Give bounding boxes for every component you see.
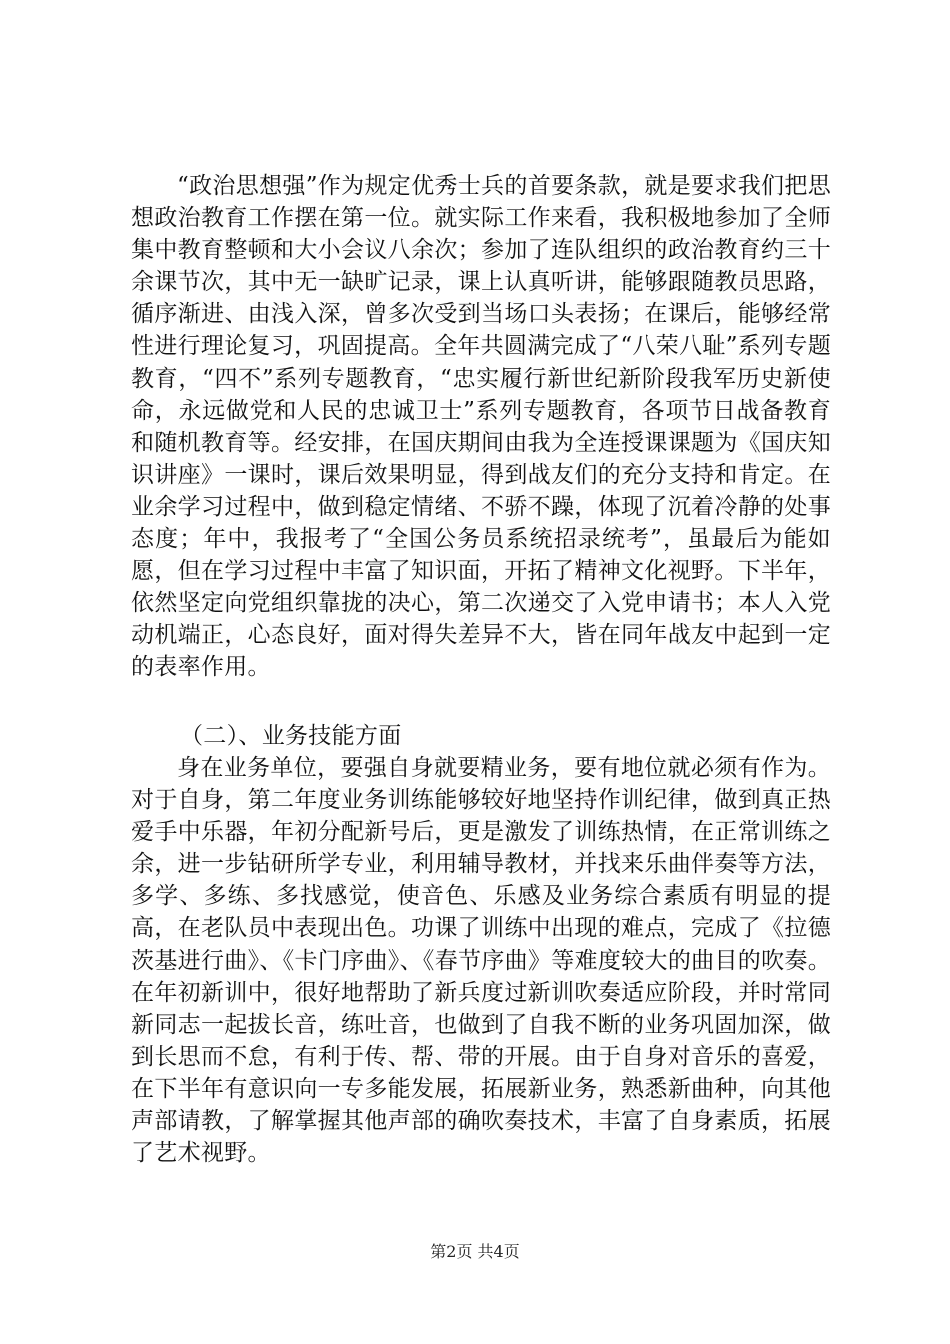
- paragraph-political-thought: “政治思想强”作为规定优秀士兵的首要条款，就是要求我们把思想政治教育工作摆在第一位。就实际工作来看，我积极地参加了全师集中教育整顿和大小会议八余次；参加了连队组织的政治教育约三十余课节次，其中无一缺旷记录，课上认真听讲，能够跟随教员思路，循序渐进、由浅入深，曾多次受到当场口头表扬；在课后，能够经常性进行理论复习，巩固提高。全年共圆满完成了“八荣八耻”系列专题教育，“四不”系列专题教育，“忠实履行新世纪新阶段我军历史新使命，永远做党和人民的忠诚卫士”系列专题教育，各项节日战备教育和随机教育等。经安排，在国庆期间由我为全连授课课题为《国庆知识讲座》一课时，课后效果明显，得到战友们的充分支持和肯定。在业余学习过程中，做到稳定情绪、不骄不躁，体现了沉着冷静的处事态度；年中，我报考了“全国公务员系统招录统考”，虽最后为能如愿，但在学习过程中丰富了知识面，开拓了精神文化视野。下半年，依然坚定向党组织靠拢的决心，第二次递交了入党申请书；本人入党动机端正，心态良好，面对得失差异不大，皆在同年战友中起到一定的表率作用。: [131, 173, 831, 681]
- section-heading-business-skills: （二）、业务技能方面: [180, 723, 402, 749]
- paragraph-business-skills: 身在业务单位，要强自身就要精业务，要有地位就必须有作为。对于自身，第二年度业务训练能够较好地坚持作训纪律，做到真正热爱手中乐器，年初分配新号后，更是激发了训练热情，在正常训练之余，进一步钻研所学专业，利用辅导教材，并找来乐曲伴奏等方法，多学、多练、多找感觉，使音色、乐感及业务综合素质有明显的提高，在老队员中表现出色。功课了训练中出现的难点，完成了《拉德茨基进行曲》、《卡门序曲》、《春节序曲》等难度较大的曲目的吹奏。在年初新训中，很好地帮助了新兵度过新训吹奏适应阶段，并时常同新同志一起拔长音，练吐音，也做到了自我不断的业务巩固加深，做到长思而不怠，有利于传、帮、带的开展。由于自身对音乐的喜爱，在下半年有意识向一专多能发展，拓展新业务，熟悉新曲种，向其他声部请教，了解掌握其他声部的确吹奏技术，丰富了自身素质，拓展了艺术视野。: [131, 755, 831, 1167]
- page-number-footer: 第2页 共4页: [430, 1242, 520, 1261]
